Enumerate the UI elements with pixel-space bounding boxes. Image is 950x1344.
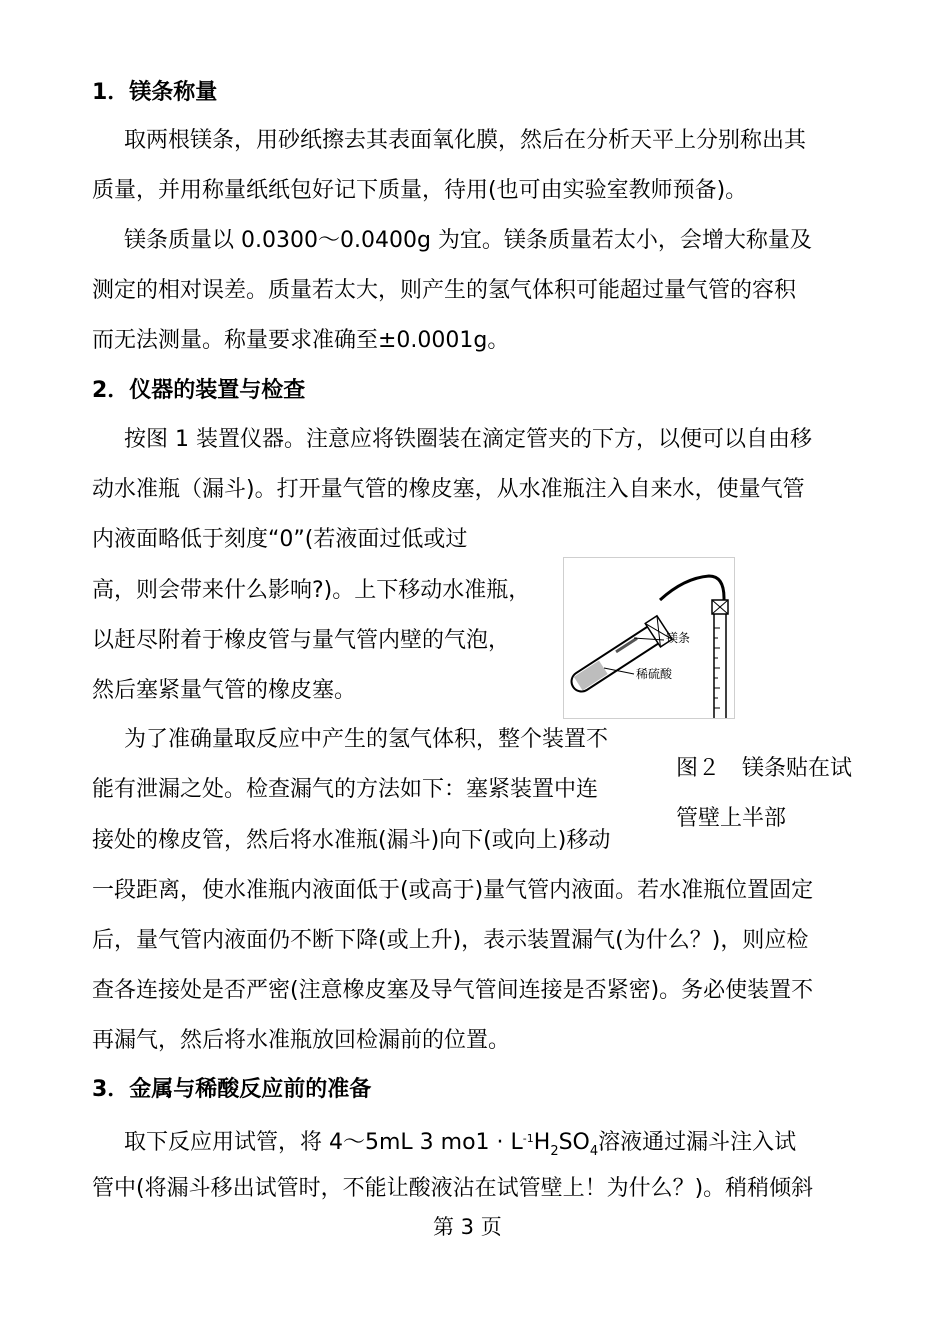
formula-tail: 溶液通过漏斗注入试 xyxy=(598,1130,797,1155)
paragraph-line: 取两根镁条，用砂纸擦去其表面氧化膜，然后在分析天平上分别称出其 xyxy=(124,128,807,153)
paragraph-line: 后，量气管内液面仍不断下降(或上升)，表示装置漏气(为什么？)，则应检 xyxy=(92,928,809,953)
paragraph-line: 质量，并用称量纸纸包好记下质量，待用(也可由实验室教师预备)。 xyxy=(92,178,748,203)
paragraph-line: 能有泄漏之处。检查漏气的方法如下：塞紧装置中连 xyxy=(92,777,599,802)
paragraph-line: 镁条质量以 0.0300～0.0400g 为宜。镁条质量若太小，会增大称量及 xyxy=(124,228,812,253)
test-tube-icon xyxy=(566,616,673,699)
section-3-heading: 3．金属与稀酸反应前的准备 xyxy=(92,1077,372,1102)
section-1-heading: 1．镁条称量 xyxy=(92,80,218,105)
page-number: 第 3 页 xyxy=(433,1215,502,1239)
paragraph-line: 而无法测量。称量要求准确至±0.0001g。 xyxy=(92,328,510,353)
paragraph-line: 接处的橡皮管，然后将水准瓶(漏斗)向下(或向上)移动 xyxy=(92,828,611,853)
paragraph-line: 再漏气，然后将水准瓶放回检漏前的位置。 xyxy=(92,1028,511,1053)
figure-magnesium-test-tube xyxy=(563,557,735,719)
formula-superscript: -1 xyxy=(522,1132,534,1145)
paragraph-line: 高，则会带来什么影响?)。上下移动水准瓶， xyxy=(92,578,531,603)
paragraph-line: 管中(将漏斗移出试管时，不能让酸液沾在试管壁上！为什么？)。稍稍倾斜 xyxy=(92,1176,814,1201)
paragraph-line: 动水准瓶（漏斗)。打开量气管的橡皮塞，从水准瓶注入自来水，使量气管 xyxy=(92,477,805,502)
figure-caption: 管壁上半部 xyxy=(676,806,787,831)
label-dilute-acid: 稀硫酸 xyxy=(636,667,673,681)
paragraph-line: 以赶尽附着于橡皮管与量气管内壁的气泡， xyxy=(92,628,511,653)
paragraph-line: 内液面略低于刻度“0”(若液面过低或过 xyxy=(92,527,468,552)
figure-caption: 图２ 镁条贴在试 xyxy=(676,756,853,781)
formula-subscript: 4 xyxy=(589,1144,599,1159)
formula-so: SO xyxy=(558,1130,590,1155)
label-magnesium: 镁条 xyxy=(666,631,691,645)
paragraph-line: 为了准确量取反应中产生的氢气体积，整个装置不 xyxy=(124,727,609,752)
paragraph-line xyxy=(124,1124,797,1159)
formula-text: 取下反应用试管，将 4～5mL 3 mo1 · L xyxy=(124,1130,523,1155)
paragraph-line: 一段距离，使水准瓶内液面低于(或高于)量气管内液面。若水准瓶位置固定 xyxy=(92,878,814,903)
paragraph-line: 然后塞紧量气管的橡皮塞。 xyxy=(92,678,357,703)
section-2-heading: 2．仪器的装置与检查 xyxy=(92,378,306,403)
formula-h: H xyxy=(533,1130,551,1155)
formula-subscript: 2 xyxy=(550,1144,559,1159)
paragraph-line: 查各连接处是否严密(注意橡皮塞及导气管间连接是否紧密)。务必使装置不 xyxy=(92,978,814,1003)
paragraph-line: 按图 1 装置仪器。注意应将铁圈装在滴定管夹的下方，以便可以自由移 xyxy=(124,427,812,452)
paragraph-line: 测定的相对误差。质量若太大，则产生的氢气体积可能超过量气管的容积 xyxy=(92,278,797,303)
